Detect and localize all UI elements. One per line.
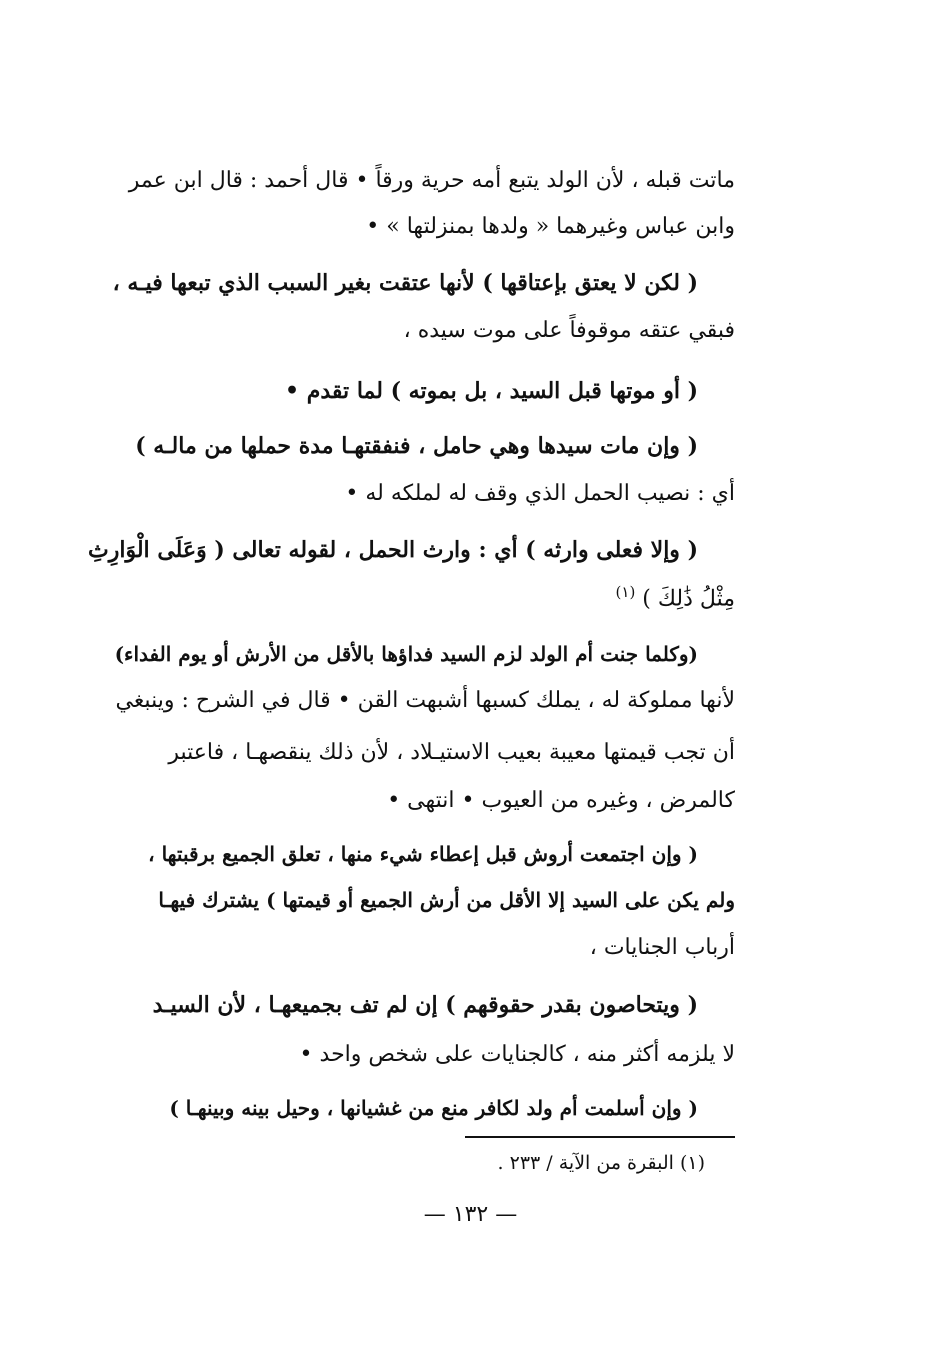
text-line-10: (وكلما جنت أم الولد لزم السيد فداؤها بالأقل من الأرش أو يوم الفداء) (114, 642, 698, 666)
quran-verse-end: مِثْلُ ذَٰلِكَ ) (642, 586, 735, 612)
text-line-15: ولم يكن على السيد إلا الأقل من أرش الجميع أو قيمتها ) يشترك فيهـا (158, 888, 735, 912)
text-line-16: أرباب الجنايات ، (589, 935, 735, 960)
footnote-divider (465, 1136, 735, 1138)
text-line-6: ( وإن مات سيدها وهي حامل ، فنفقتهـا مدة حملها من مالـه ) (135, 433, 698, 459)
text-line-7: أي : نصيب الحمل الذي وقف له لملكه له • (345, 481, 735, 506)
text-line-1: ماتت قبله ، لأن الولد يتبع أمه حرية ورقاً • قال أحمد : قال ابن عمر (128, 168, 735, 193)
text-line-14: ( وإن اجتمعت أروش قبل إعطاء شيء منها ، تعلق الجميع برقبتها ، (148, 842, 698, 866)
footnote: (١) البقرة من الآية / ٢٣٣ . (497, 1152, 705, 1174)
text-line-11: لأنها مملوكة له ، يملك كسبها أشبهت القن • قال في الشرح : وينبغي (115, 688, 735, 713)
text-line-2: وابن عباس وغيرهما « ولدها بمنزلتها » • (366, 214, 735, 239)
page-number: — ١٣٢ — (423, 1202, 518, 1227)
text-line-17: ( ويتحاصون بقدر حقوقهم ) إن لم تف بجميعهـا ، لأن السيـد (152, 992, 698, 1018)
text-line-3: ( لكن لا يعتق بإعتاقها ) لأنها عتقت بغير السبب الذي تبعها فيـه ، (112, 270, 698, 296)
text-line-4: فبقي عتقه موقوفاً على موت سيده ، (403, 318, 735, 343)
text-line-18: لا يلزمه أكثر منه ، كالجنايات على شخص واحد • (299, 1042, 735, 1067)
text-line-13: كالمرض ، وغيره من العيوب • انتهى • (387, 788, 735, 813)
text-line-19: ( وإن أسلمت أم ولد لكافر منع من غشيانها ، وحيل بينه وبينهـا ) (169, 1096, 698, 1120)
text-line-12: أن تجب قيمتها معيبة بعيب الاستيـلاد ، لأن ذلك ينقصهـا ، فاعتبر (168, 740, 735, 765)
text-line-9 (616, 583, 735, 611)
text-line-8: ( وإلا فعلى وارثه ) أي : وارث الحمل ، لقوله تعالى ( وَعَلَى الْوَارِثِ (88, 537, 698, 563)
text-line-5: ( أو موتها قبل السيد ، بل بموته ) لما تقدم • (285, 378, 698, 404)
footnote-reference: (١) (615, 583, 636, 601)
